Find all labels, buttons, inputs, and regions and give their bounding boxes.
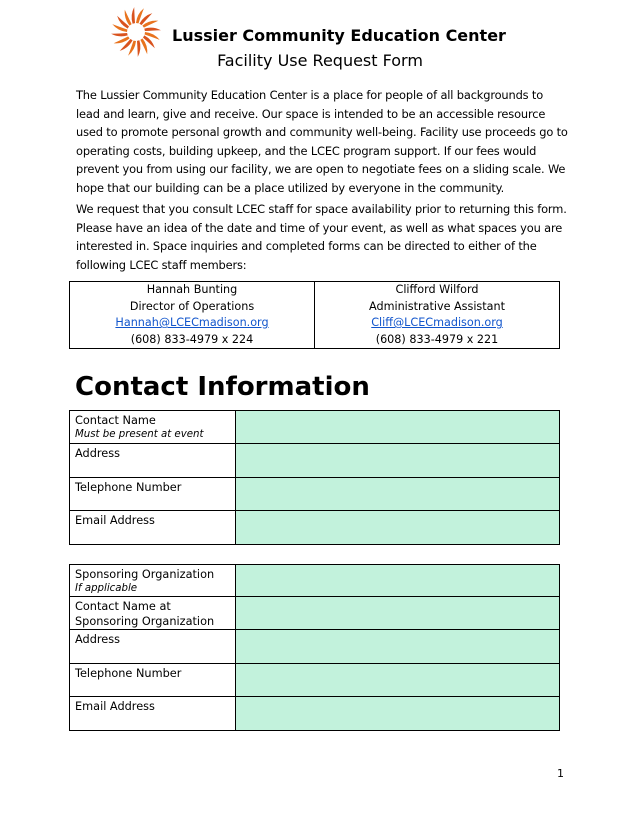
sponsor-address-field[interactable] bbox=[236, 630, 560, 664]
field-label: Email Address bbox=[70, 697, 236, 731]
field-label: Address bbox=[70, 444, 236, 478]
contact-information-heading: Contact Information bbox=[75, 372, 370, 402]
staff-phone: (608) 833-4979 x 224 bbox=[130, 332, 254, 346]
page-number: 1 bbox=[557, 767, 564, 780]
intro-paragraph: The Lussier Community Education Center is a place for people of all backgrounds to lead and learn, give and receive. Our space is intended to be an accessible resource used to promote personal growth and community well-being. Facility use proceeds go to operating costs, building upkeep, and the LCEC program support. If our fees would prevent you from using our facility, we are open to negotiate fees on a sliding scale. We hope that our building can be a place utilized by everyone in the community. bbox=[76, 88, 568, 195]
staff-title: Administrative Assistant bbox=[369, 299, 505, 313]
sponsor-form-table bbox=[69, 564, 560, 731]
contact-form-table bbox=[69, 410, 560, 545]
sun-ray bbox=[111, 33, 128, 36]
form-row bbox=[70, 511, 560, 545]
address-field[interactable] bbox=[236, 444, 560, 478]
field-label: Contact Name at Sponsoring Organization bbox=[70, 597, 236, 630]
staff-contacts-table bbox=[69, 281, 560, 349]
sun-ray bbox=[142, 21, 158, 28]
instructions-paragraph: We request that you consult LCEC staff for space availability prior to returning this form. Please have an idea of the date and time of your event, as well as what spaces you are interested in. Space inquiries and completed forms can be directed to either of the following LCEC staff members: bbox=[76, 202, 567, 272]
form-row bbox=[70, 411, 560, 444]
telephone-field[interactable] bbox=[236, 478, 560, 511]
field-label: Email Address bbox=[70, 511, 236, 545]
field-label-text: Sponsoring Organization bbox=[75, 568, 215, 581]
sponsor-contact-name-field[interactable] bbox=[236, 597, 560, 630]
staff-contact-cell bbox=[70, 282, 315, 349]
field-label-text: Contact Name bbox=[75, 414, 156, 427]
field-label: Address bbox=[70, 630, 236, 664]
sun-ray bbox=[114, 36, 130, 43]
sponsoring-organization-field[interactable] bbox=[236, 565, 560, 597]
field-label: Telephone Number bbox=[70, 478, 236, 511]
field-sublabel: If applicable bbox=[75, 583, 138, 594]
form-row bbox=[70, 697, 560, 731]
sponsor-telephone-field[interactable] bbox=[236, 664, 560, 697]
form-row bbox=[70, 478, 560, 511]
contact-name-field[interactable] bbox=[236, 411, 560, 444]
form-row bbox=[70, 444, 560, 478]
form-title: Facility Use Request Form bbox=[217, 51, 423, 70]
staff-name: Hannah Bunting bbox=[146, 283, 238, 296]
staff-contact-cell bbox=[315, 282, 560, 349]
staff-name: Clifford Wilford bbox=[395, 283, 479, 296]
sun-ray bbox=[132, 7, 135, 24]
form-row bbox=[70, 597, 560, 630]
email-field[interactable] bbox=[236, 511, 560, 545]
field-label bbox=[70, 411, 236, 444]
sponsor-email-field[interactable] bbox=[236, 697, 560, 731]
form-row bbox=[70, 630, 560, 664]
staff-phone: (608) 833-4979 x 221 bbox=[375, 332, 499, 346]
staff-email-link[interactable]: Cliff@LCECmadison.org bbox=[371, 316, 503, 329]
staff-title: Director of Operations bbox=[129, 299, 255, 313]
field-label bbox=[70, 565, 236, 597]
organization-name: Lussier Community Education Center bbox=[172, 26, 506, 45]
sun-ray bbox=[125, 10, 132, 26]
form-row bbox=[70, 664, 560, 697]
staff-email-link[interactable]: Hannah@LCECmadison.org bbox=[115, 316, 269, 329]
field-sublabel: Must be present at event bbox=[75, 429, 204, 440]
sun-ray bbox=[144, 28, 161, 31]
form-row bbox=[70, 565, 560, 597]
field-label: Telephone Number bbox=[70, 664, 236, 697]
